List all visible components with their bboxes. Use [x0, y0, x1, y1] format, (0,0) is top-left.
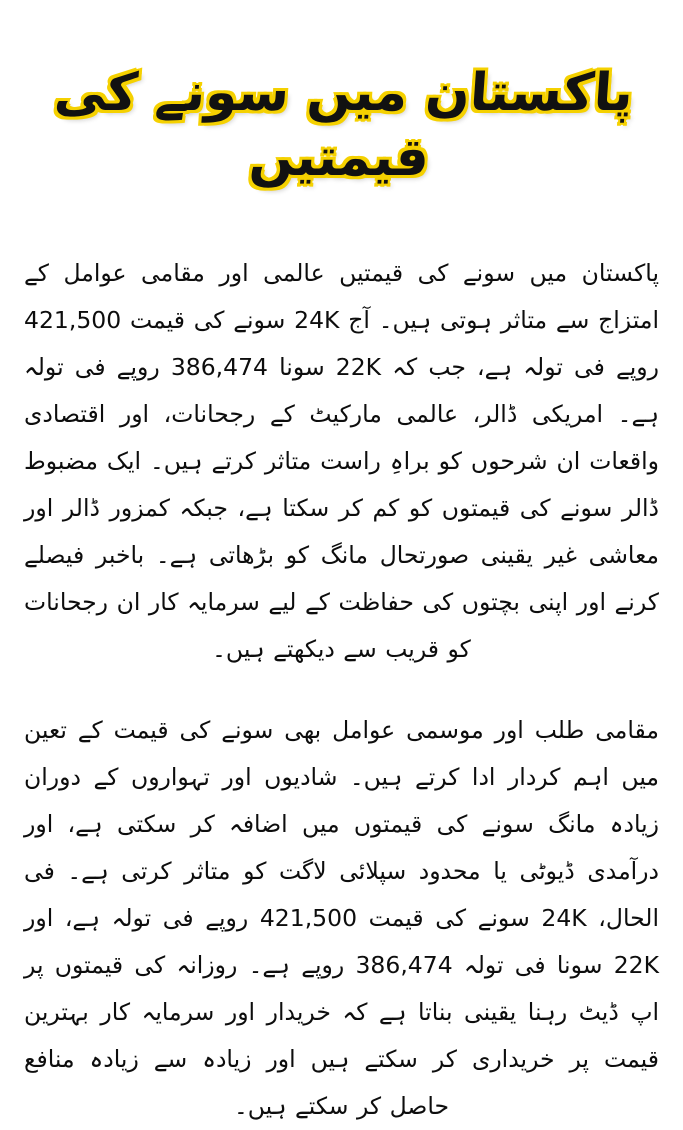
- page-title: پاکستان میں سونے کی قیمتیں: [52, 62, 636, 188]
- article-body: [18, 236, 665, 1130]
- paragraph-1: پاکستان میں سونے کی قیمتیں عالمی اور مقامی عوامل کے امتزاج سے متاثر ہوتی ہیں۔ آج 24K سونے کی قیمت 421,500 روپے فی تولہ ہے، جب کہ 22K سونا 386,474 روپے فی تولہ ہے۔ امریکی ڈالر، عالمی مارکیٹ کے رجحانات، اور اقتصادی واقعات ان شرحوں کو براہِ راست متاثر کرتے ہیں۔ ایک مضبوط ڈالر سونے کی قیمتوں کو کم کر سکتا ہے، جبکہ کمزور ڈالر اور معاشی غیر یقینی صورتحال مانگ کو بڑھاتی ہے۔ باخبر فیصلے کرنے اور اپنی بچتوں کی حفاظت کے لیے سرمایہ کار ان رجحانات کو قریب سے دیکھتے ہیں۔: [24, 258, 659, 663]
- page-title-container: [18, 0, 665, 236]
- paragraph-2: مقامی طلب اور موسمی عوامل بھی سونے کی قیمت کے تعین میں اہم کردار ادا کرتے ہیں۔ شادیوں اور تہواروں کے دوران زیادہ مانگ سونے کی قیمتوں میں اضافہ کر سکتی ہے، اور درآمدی ڈیوٹی یا محدود سپلائی لاگت کو متاثر کرتی ہے۔ فی الحال، 24K سونے کی قیمت 421,500 روپے فی تولہ ہے، اور 22K سونا فی تولہ 386,474 روپے ہے۔ روزانہ کی قیمتوں پر اپ ڈیٹ رہنا یقینی بناتا ہے کہ خریدار اور سرمایہ کار بہترین قیمت پر خریداری کر سکتے ہیں اور زیادہ سے زیادہ منافع حاصل کر سکتے ہیں۔: [24, 715, 660, 1120]
